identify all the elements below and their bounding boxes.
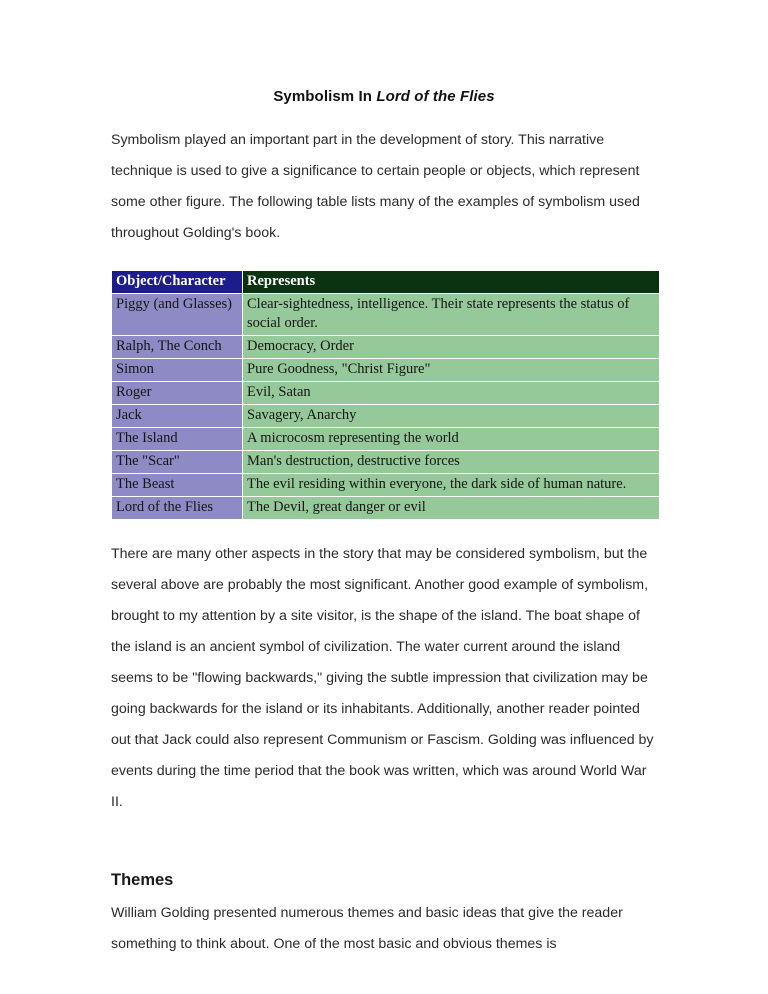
cell-represents: A microcosm representing the world [243,428,659,450]
page-title-book-name: Lord of the Flies [376,88,495,105]
table-row [112,382,659,404]
table-row [112,405,659,427]
table-body [112,294,659,519]
cell-object: Simon [112,359,242,381]
page-title-prefix: Symbolism In [273,88,377,105]
column-header-object: Object/Character [112,271,242,293]
cell-represents: Pure Goodness, "Christ Figure" [243,359,659,381]
intro-paragraph: Symbolism played an important part in the development of story. This narrative technique is used to give a significance to certain people or objects, which represent some other figure. The following table lists many of the examples of symbolism used throughout Golding's book. [111,132,640,241]
after-table-paragraph: There are many other aspects in the story that may be considered symbolism, but the several above are probably the most significant. Another good example of symbolism, brought to my attention by a site visitor, is the shape of the island. The boat shape of the island is an ancient symbol of civilization. The water current around the island seems to be "flowing backwards," giving the subtle impression that civilization may be going backwards for the island or its inhabitants. Additionally, another reader pointed out that Jack could also represent Communism or Fascism. Golding was influenced by events during the time period that the book was written, which was around World War II. [111,546,654,810]
cell-represents: Evil, Satan [243,382,659,404]
cell-object: Lord of the Flies [112,497,242,519]
cell-represents: Democracy, Order [243,336,659,358]
cell-represents: Man's destruction, destructive forces [243,451,659,473]
table-row [112,474,659,496]
table-row [112,428,659,450]
table-row [112,294,659,335]
table-head [112,271,659,293]
page-title [111,0,657,106]
cell-object: Ralph, The Conch [112,336,242,358]
table-row [112,359,659,381]
cell-object: Roger [112,382,242,404]
cell-represents: The evil residing within everyone, the dark side of human nature. [243,474,659,496]
cell-object: Jack [112,405,242,427]
table-row [112,451,659,473]
themes-paragraph: William Golding presented numerous themes and basic ideas that give the reader something to think about. One of the most basic and obvious themes is [111,905,623,953]
column-header-represents: Represents [243,271,659,293]
cell-represents: Clear-sightedness, intelligence. Their state represents the status of social order. [243,294,659,335]
table-row [112,336,659,358]
cell-represents: The Devil, great danger or evil [243,497,659,519]
themes-heading: Themes [111,871,174,889]
symbolism-table [111,270,660,520]
cell-object: The "Scar" [112,451,242,473]
cell-represents: Savagery, Anarchy [243,405,659,427]
table-row [112,497,659,519]
cell-object: Piggy (and Glasses) [112,294,242,335]
cell-object: The Island [112,428,242,450]
cell-object: The Beast [112,474,242,496]
table-header-row [112,271,659,293]
